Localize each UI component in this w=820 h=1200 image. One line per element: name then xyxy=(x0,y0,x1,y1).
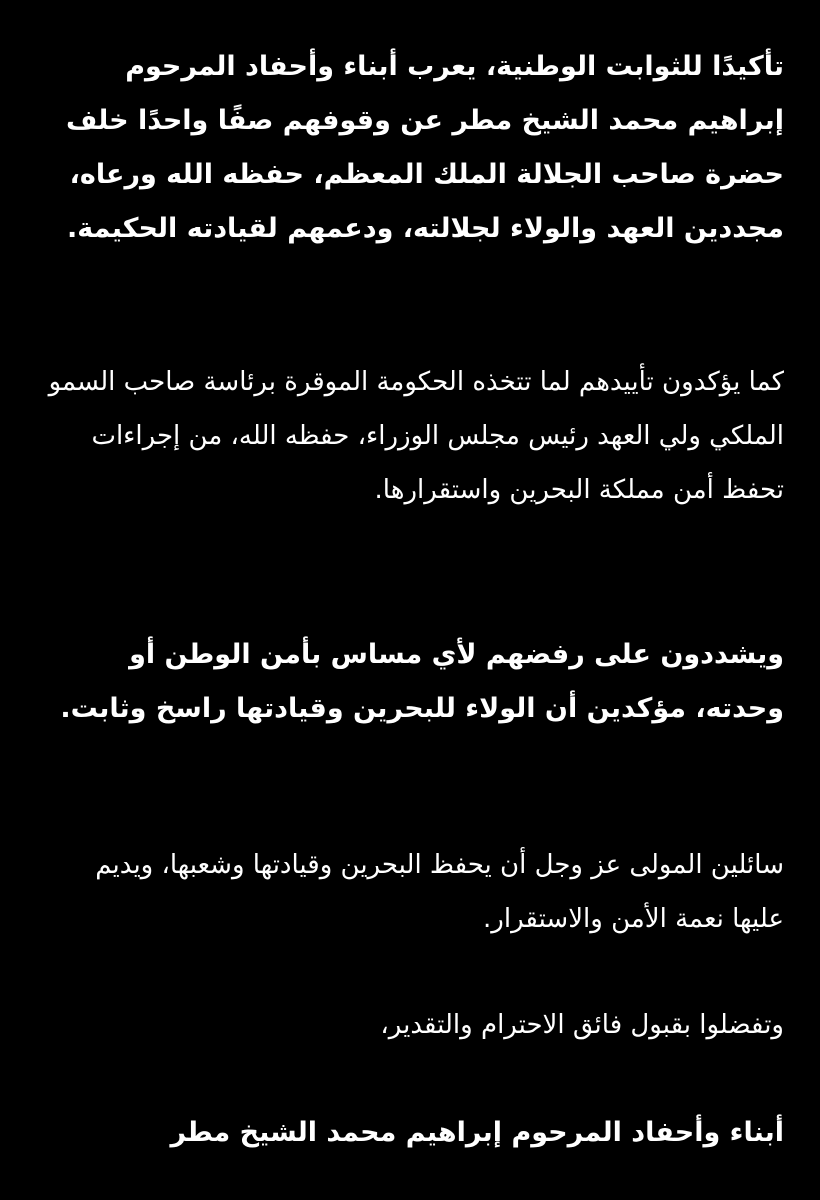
paragraph-rejection-statement: ويشددون على رفضهم لأي مساس بأمن الوطن أو وحدته، مؤكدين أن الولاء للبحرين وقيادتها راسخ وثابت. xyxy=(60,639,784,724)
signature-line: أبناء وأحفاد المرحوم إبراهيم محمد الشيخ مطر xyxy=(170,1117,784,1148)
paragraph-government-support: كما يؤكدون تأييدهم لما تتخذه الحكومة الموقرة برئاسة صاحب السمو الملكي ولي العهد رئيس مجلس الوزراء، حفظه الله، من إجراءات تحفظ أمن مملكة البحرين واستقرارها. xyxy=(48,367,784,505)
paragraph-loyalty-declaration: تأكيدًا للثوابت الوطنية، يعرب أبناء وأحفاد المرحوم إبراهيم محمد الشيخ مطر عن وقوفهم صفًا واحدًا خلف حضرة صاحب الجلالة الملك المعظم، حفظه الله ورعاه، مجددين العهد والولاء لجلالته، ودعمهم لقيادته الحكيمة. xyxy=(65,51,784,244)
closing-salutation: وتفضلوا بقبول فائق الاحترام والتقدير، xyxy=(380,1010,784,1040)
paragraph-prayer: سائلين المولى عز وجل أن يحفظ البحرين وقيادتها وشعبها، ويديم عليها نعمة الأمن والاستقرار. xyxy=(95,850,784,934)
